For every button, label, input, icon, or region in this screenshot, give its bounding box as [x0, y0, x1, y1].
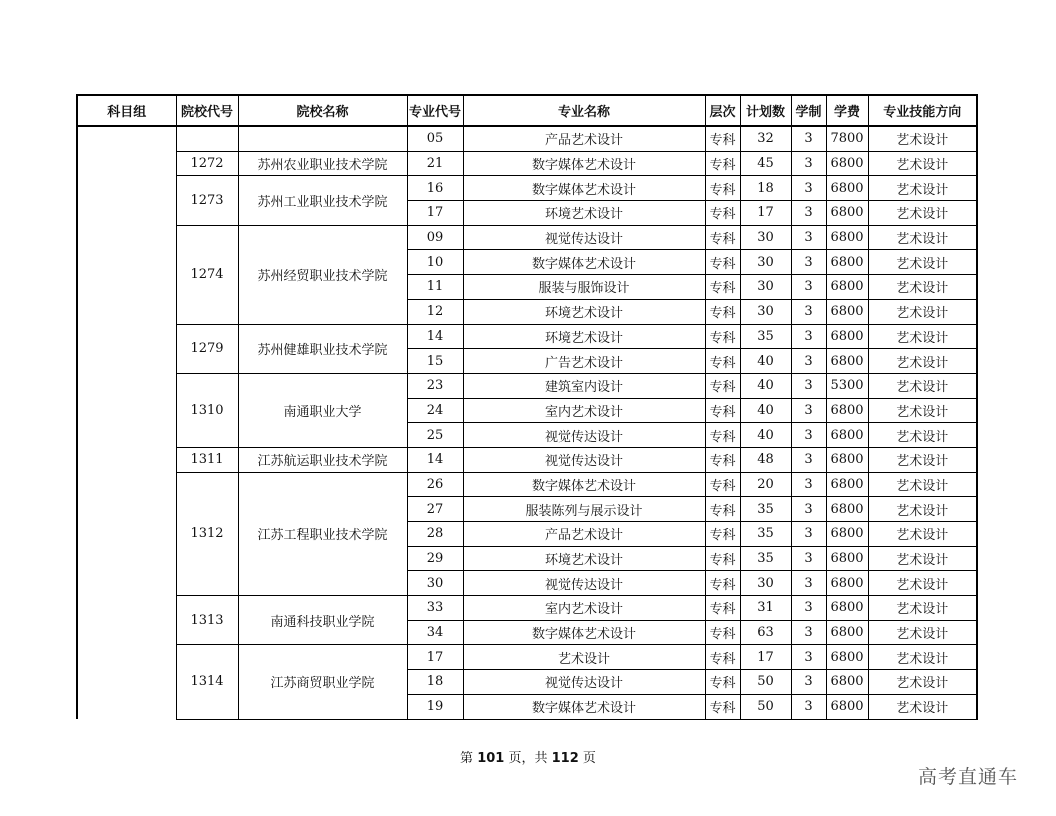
plan-count-cell: 40	[740, 423, 791, 448]
plan-count-cell: 35	[740, 522, 791, 547]
tuition-cell: 6800	[826, 349, 868, 374]
tuition-cell: 6800	[826, 645, 868, 670]
table-row	[77, 225, 977, 250]
plan-count-cell: 35	[740, 324, 791, 349]
skill-direction-cell: 艺术设计	[868, 694, 977, 719]
skill-direction-cell: 艺术设计	[868, 522, 977, 547]
header-school-name: 院校名称	[238, 95, 407, 126]
major-name-cell: 视觉传达设计	[463, 670, 705, 695]
tuition-cell: 6800	[826, 324, 868, 349]
school-name-cell: 南通职业大学	[238, 373, 407, 447]
tuition-cell: 6800	[826, 275, 868, 300]
major-code-cell: 34	[407, 620, 463, 645]
skill-direction-cell: 艺术设计	[868, 151, 977, 176]
duration-cell: 3	[791, 373, 826, 398]
major-code-cell: 10	[407, 250, 463, 275]
tuition-cell: 6800	[826, 250, 868, 275]
duration-cell: 3	[791, 151, 826, 176]
duration-cell: 3	[791, 349, 826, 374]
major-name-cell: 数字媒体艺术设计	[463, 694, 705, 719]
school-code-cell: 1314	[176, 645, 238, 719]
plan-count-cell: 48	[740, 447, 791, 472]
major-code-cell: 14	[407, 324, 463, 349]
duration-cell: 3	[791, 201, 826, 226]
table-row	[77, 447, 977, 472]
school-name-cell: 江苏商贸职业学院	[238, 645, 407, 719]
tuition-cell: 6800	[826, 201, 868, 226]
major-code-cell: 30	[407, 571, 463, 596]
skill-direction-cell: 艺术设计	[868, 373, 977, 398]
major-code-cell: 24	[407, 398, 463, 423]
major-code-cell: 05	[407, 126, 463, 151]
major-name-cell: 视觉传达设计	[463, 423, 705, 448]
plan-count-cell: 20	[740, 472, 791, 497]
school-code-cell	[176, 126, 238, 151]
plan-count-cell: 32	[740, 126, 791, 151]
watermark: 高考直通车	[918, 766, 1019, 788]
major-code-cell: 12	[407, 299, 463, 324]
footer-mid: 页，共	[508, 751, 548, 766]
school-code-cell: 1313	[176, 596, 238, 645]
plan-count-cell: 35	[740, 497, 791, 522]
major-name-cell: 视觉传达设计	[463, 571, 705, 596]
skill-direction-cell: 艺术设计	[868, 275, 977, 300]
major-name-cell: 环境艺术设计	[463, 201, 705, 226]
tuition-cell: 6800	[826, 299, 868, 324]
skill-direction-cell: 艺术设计	[868, 126, 977, 151]
admission-plan-table	[76, 94, 978, 720]
skill-direction-cell: 艺术设计	[868, 447, 977, 472]
major-code-cell: 25	[407, 423, 463, 448]
school-name-cell: 苏州经贸职业技术学院	[238, 225, 407, 324]
duration-cell: 3	[791, 546, 826, 571]
table-row	[77, 472, 977, 497]
major-code-cell: 17	[407, 201, 463, 226]
major-name-cell: 艺术设计	[463, 645, 705, 670]
tuition-cell: 6800	[826, 423, 868, 448]
plan-count-cell: 45	[740, 151, 791, 176]
duration-cell: 3	[791, 225, 826, 250]
major-name-cell: 服装陈列与展示设计	[463, 497, 705, 522]
duration-cell: 3	[791, 645, 826, 670]
plan-count-cell: 30	[740, 225, 791, 250]
tuition-cell: 6800	[826, 176, 868, 201]
plan-count-cell: 30	[740, 275, 791, 300]
skill-direction-cell: 艺术设计	[868, 546, 977, 571]
tuition-cell: 6800	[826, 522, 868, 547]
header-tuition: 学费	[826, 95, 868, 126]
table-row	[77, 645, 977, 670]
major-code-cell: 28	[407, 522, 463, 547]
school-name-cell: 苏州农业职业技术学院	[238, 151, 407, 176]
skill-direction-cell: 艺术设计	[868, 596, 977, 621]
level-cell: 专科	[705, 151, 740, 176]
duration-cell: 3	[791, 176, 826, 201]
level-cell: 专科	[705, 201, 740, 226]
level-cell: 专科	[705, 645, 740, 670]
header-major-name: 专业名称	[463, 95, 705, 126]
skill-direction-cell: 艺术设计	[868, 299, 977, 324]
school-code-cell: 1274	[176, 225, 238, 324]
level-cell: 专科	[705, 620, 740, 645]
major-name-cell: 环境艺术设计	[463, 299, 705, 324]
footer-prefix: 第	[460, 751, 474, 766]
major-name-cell: 产品艺术设计	[463, 522, 705, 547]
level-cell: 专科	[705, 176, 740, 201]
skill-direction-cell: 艺术设计	[868, 497, 977, 522]
major-code-cell: 16	[407, 176, 463, 201]
skill-direction-cell: 艺术设计	[868, 398, 977, 423]
duration-cell: 3	[791, 522, 826, 547]
skill-direction-cell: 艺术设计	[868, 645, 977, 670]
header-skill-direction: 专业技能方向	[868, 95, 977, 126]
duration-cell: 3	[791, 250, 826, 275]
level-cell: 专科	[705, 571, 740, 596]
school-code-cell: 1310	[176, 373, 238, 447]
school-name-cell: 南通科技职业学院	[238, 596, 407, 645]
subject-group-cell	[77, 126, 176, 719]
tuition-cell: 6800	[826, 225, 868, 250]
table-row	[77, 126, 977, 151]
skill-direction-cell: 艺术设计	[868, 349, 977, 374]
tuition-cell: 6800	[826, 497, 868, 522]
major-name-cell: 数字媒体艺术设计	[463, 250, 705, 275]
skill-direction-cell: 艺术设计	[868, 670, 977, 695]
tuition-cell: 6800	[826, 694, 868, 719]
duration-cell: 3	[791, 299, 826, 324]
level-cell: 专科	[705, 546, 740, 571]
level-cell: 专科	[705, 398, 740, 423]
major-code-cell: 21	[407, 151, 463, 176]
major-name-cell: 产品艺术设计	[463, 126, 705, 151]
major-name-cell: 环境艺术设计	[463, 324, 705, 349]
major-code-cell: 14	[407, 447, 463, 472]
level-cell: 专科	[705, 522, 740, 547]
major-name-cell: 视觉传达设计	[463, 225, 705, 250]
duration-cell: 3	[791, 694, 826, 719]
major-name-cell: 视觉传达设计	[463, 447, 705, 472]
level-cell: 专科	[705, 497, 740, 522]
duration-cell: 3	[791, 472, 826, 497]
school-code-cell: 1312	[176, 472, 238, 595]
plan-count-cell: 40	[740, 349, 791, 374]
major-code-cell: 27	[407, 497, 463, 522]
level-cell: 专科	[705, 423, 740, 448]
table-row	[77, 324, 977, 349]
skill-direction-cell: 艺术设计	[868, 324, 977, 349]
plan-count-cell: 31	[740, 596, 791, 621]
major-code-cell: 18	[407, 670, 463, 695]
major-name-cell: 数字媒体艺术设计	[463, 620, 705, 645]
school-code-cell: 1273	[176, 176, 238, 225]
current-page-number: 101	[477, 751, 505, 766]
page-footer	[0, 747, 1056, 766]
major-code-cell: 15	[407, 349, 463, 374]
table-row	[77, 151, 977, 176]
major-code-cell: 23	[407, 373, 463, 398]
plan-count-cell: 40	[740, 373, 791, 398]
level-cell: 专科	[705, 299, 740, 324]
header-duration: 学制	[791, 95, 826, 126]
header-level: 层次	[705, 95, 740, 126]
header-row	[77, 95, 977, 126]
skill-direction-cell: 艺术设计	[868, 176, 977, 201]
duration-cell: 3	[791, 398, 826, 423]
major-code-cell: 29	[407, 546, 463, 571]
level-cell: 专科	[705, 225, 740, 250]
table-row	[77, 176, 977, 201]
tuition-cell: 5300	[826, 373, 868, 398]
level-cell: 专科	[705, 596, 740, 621]
major-name-cell: 环境艺术设计	[463, 546, 705, 571]
tuition-cell: 7800	[826, 126, 868, 151]
tuition-cell: 6800	[826, 571, 868, 596]
level-cell: 专科	[705, 670, 740, 695]
footer-suffix: 页	[582, 751, 596, 766]
duration-cell: 3	[791, 324, 826, 349]
tuition-cell: 6800	[826, 447, 868, 472]
tuition-cell: 6800	[826, 596, 868, 621]
major-code-cell: 19	[407, 694, 463, 719]
level-cell: 专科	[705, 447, 740, 472]
major-name-cell: 室内艺术设计	[463, 596, 705, 621]
level-cell: 专科	[705, 349, 740, 374]
school-name-cell: 苏州健雄职业技术学院	[238, 324, 407, 373]
school-name-cell	[238, 126, 407, 151]
tuition-cell: 6800	[826, 546, 868, 571]
header-school-code: 院校代号	[176, 95, 238, 126]
school-code-cell: 1279	[176, 324, 238, 373]
table-row	[77, 373, 977, 398]
level-cell: 专科	[705, 373, 740, 398]
tuition-cell: 6800	[826, 670, 868, 695]
major-code-cell: 09	[407, 225, 463, 250]
level-cell: 专科	[705, 126, 740, 151]
duration-cell: 3	[791, 670, 826, 695]
table-body	[77, 126, 977, 719]
school-name-cell: 江苏航运职业技术学院	[238, 447, 407, 472]
tuition-cell: 6800	[826, 151, 868, 176]
duration-cell: 3	[791, 275, 826, 300]
skill-direction-cell: 艺术设计	[868, 620, 977, 645]
tuition-cell: 6800	[826, 398, 868, 423]
plan-count-cell: 50	[740, 694, 791, 719]
tuition-cell: 6800	[826, 620, 868, 645]
plan-count-cell: 30	[740, 250, 791, 275]
duration-cell: 3	[791, 423, 826, 448]
duration-cell: 3	[791, 620, 826, 645]
skill-direction-cell: 艺术设计	[868, 423, 977, 448]
plan-count-cell: 17	[740, 201, 791, 226]
duration-cell: 3	[791, 126, 826, 151]
level-cell: 专科	[705, 250, 740, 275]
major-name-cell: 数字媒体艺术设计	[463, 472, 705, 497]
major-code-cell: 33	[407, 596, 463, 621]
skill-direction-cell: 艺术设计	[868, 472, 977, 497]
duration-cell: 3	[791, 497, 826, 522]
major-name-cell: 服装与服饰设计	[463, 275, 705, 300]
skill-direction-cell: 艺术设计	[868, 250, 977, 275]
skill-direction-cell: 艺术设计	[868, 225, 977, 250]
duration-cell: 3	[791, 596, 826, 621]
table-row	[77, 596, 977, 621]
school-code-cell: 1272	[176, 151, 238, 176]
plan-count-cell: 50	[740, 670, 791, 695]
plan-count-cell: 17	[740, 645, 791, 670]
plan-count-cell: 30	[740, 299, 791, 324]
major-code-cell: 26	[407, 472, 463, 497]
school-name-cell: 苏州工业职业技术学院	[238, 176, 407, 225]
header-plan-count: 计划数	[740, 95, 791, 126]
total-page-number: 112	[551, 751, 579, 766]
duration-cell: 3	[791, 571, 826, 596]
major-name-cell: 数字媒体艺术设计	[463, 151, 705, 176]
level-cell: 专科	[705, 472, 740, 497]
level-cell: 专科	[705, 275, 740, 300]
duration-cell: 3	[791, 447, 826, 472]
level-cell: 专科	[705, 324, 740, 349]
major-code-cell: 11	[407, 275, 463, 300]
school-code-cell: 1311	[176, 447, 238, 472]
major-name-cell: 广告艺术设计	[463, 349, 705, 374]
header-subject-group: 科目组	[77, 95, 176, 126]
plan-count-cell: 30	[740, 571, 791, 596]
skill-direction-cell: 艺术设计	[868, 201, 977, 226]
school-name-cell: 江苏工程职业技术学院	[238, 472, 407, 595]
plan-count-cell: 35	[740, 546, 791, 571]
major-code-cell: 17	[407, 645, 463, 670]
major-name-cell: 建筑室内设计	[463, 373, 705, 398]
major-name-cell: 数字媒体艺术设计	[463, 176, 705, 201]
plan-count-cell: 63	[740, 620, 791, 645]
major-name-cell: 室内艺术设计	[463, 398, 705, 423]
header-major-code: 专业代号	[407, 95, 463, 126]
tuition-cell: 6800	[826, 472, 868, 497]
plan-count-cell: 18	[740, 176, 791, 201]
level-cell: 专科	[705, 694, 740, 719]
plan-count-cell: 40	[740, 398, 791, 423]
skill-direction-cell: 艺术设计	[868, 571, 977, 596]
